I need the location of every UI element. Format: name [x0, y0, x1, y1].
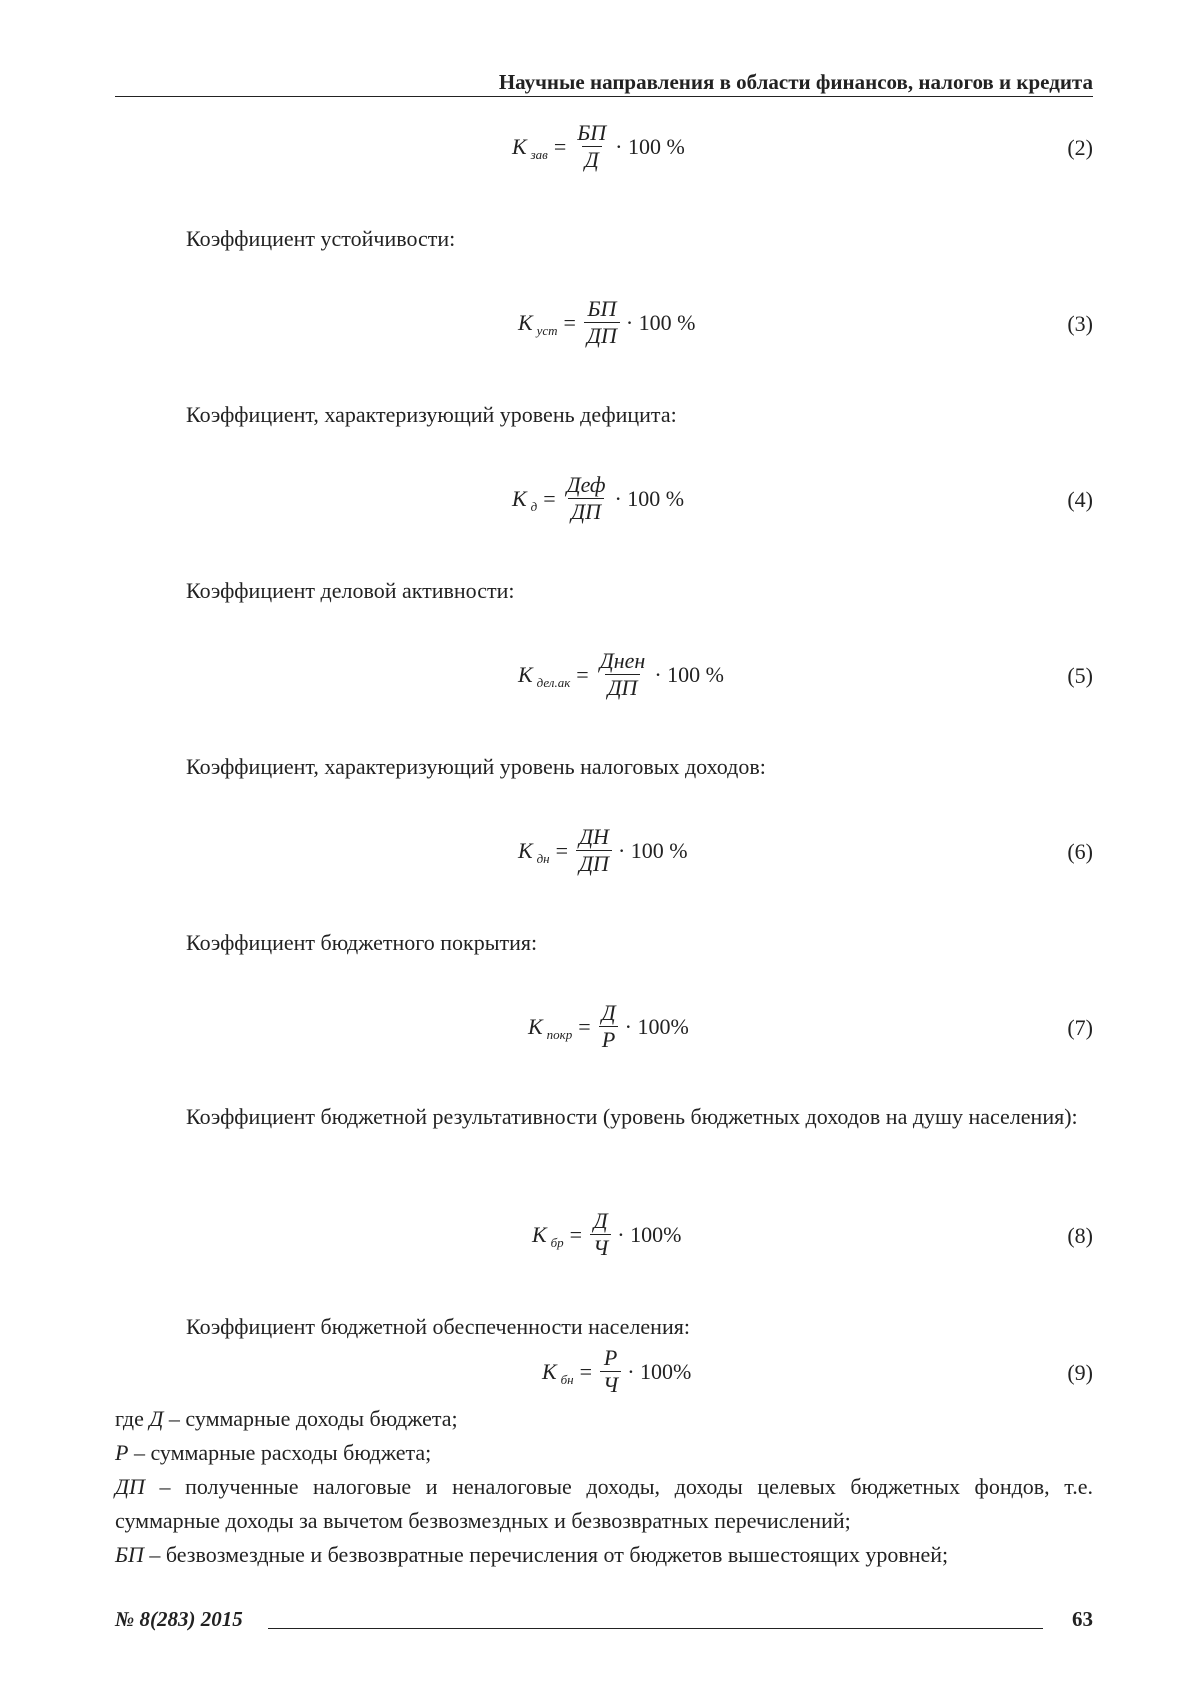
formula-equals: =: [554, 134, 566, 160]
formula-3: [518, 296, 696, 349]
formula-numerator: Р: [601, 1345, 620, 1371]
definition-item: [115, 1538, 1093, 1572]
formula-symbol: К: [518, 310, 533, 336]
definition-text: – суммарные доходы бюджета;: [163, 1406, 457, 1431]
formula-multiplier: · 100 %: [618, 838, 688, 864]
formula-numerator: Д: [591, 1208, 611, 1234]
formula-denominator: Д: [582, 146, 602, 173]
paragraph: Коэффициент, характеризующий уровень налоговых доходов:: [186, 754, 766, 780]
paragraph: Коэффициент бюджетной результативности (уровень бюджетных доходов на душу населения):: [115, 1100, 1093, 1134]
equation-number: (2): [1033, 135, 1093, 161]
formula-subscript: дн: [537, 851, 550, 867]
paragraph: Коэффициент устойчивости:: [186, 226, 455, 252]
formula-numerator: Днен: [597, 648, 649, 674]
formula-numerator: БП: [584, 296, 619, 322]
formula-numerator: Д: [599, 1000, 619, 1026]
formula-5: [518, 648, 724, 701]
formula-multiplier: · 100 %: [654, 662, 724, 688]
page-number: 63: [1072, 1607, 1093, 1632]
formula-equals: =: [556, 838, 568, 864]
formula-equals: =: [580, 1359, 592, 1385]
formula-7: [528, 1000, 689, 1053]
equation-number: (8): [1033, 1223, 1093, 1249]
definition-item: [115, 1402, 1093, 1436]
definition-term: Р: [115, 1440, 128, 1465]
formula-numerator: Деф: [564, 472, 609, 498]
header-rule: [115, 96, 1093, 97]
formula-equals: =: [576, 662, 588, 688]
formula-subscript: уст: [537, 323, 558, 339]
formula-equals: =: [543, 486, 555, 512]
paragraph: Коэффициент бюджетной обеспеченности населения:: [186, 1314, 690, 1340]
definition-text: – полученные налоговые и неналоговые доходы, доходы целевых бюджетных фондов, т.е. суммарные доходы за вычетом безвозмездных и безвозвратных перечислений;: [115, 1474, 1093, 1533]
formula-denominator: ДП: [605, 674, 641, 701]
formula-fraction: [564, 472, 609, 525]
definition-term: Д: [149, 1406, 163, 1431]
formula-fraction: [590, 1208, 611, 1261]
equation-number: (4): [1033, 487, 1093, 513]
formula-subscript: бн: [561, 1372, 574, 1388]
formula-fraction: [584, 296, 620, 349]
formula-denominator: ДП: [584, 322, 620, 349]
formula-fraction: [599, 1000, 619, 1053]
formula-multiplier: · 100%: [625, 1014, 689, 1040]
formula-denominator: ДП: [568, 498, 604, 525]
footer-rule: [268, 1628, 1043, 1629]
equation-number: (5): [1033, 663, 1093, 689]
paragraph: Коэффициент бюджетного покрытия:: [186, 930, 537, 956]
formula-4: [512, 472, 684, 525]
formula-fraction: [600, 1345, 621, 1398]
formula-8: [532, 1208, 681, 1261]
formula-6: [518, 824, 688, 877]
formula-numerator: БП: [574, 120, 609, 146]
paragraph: Коэффициент, характеризующий уровень дефицита:: [186, 402, 677, 428]
formula-symbol: К: [512, 486, 527, 512]
formula-denominator: ДП: [576, 850, 612, 877]
formula-equals: =: [564, 310, 576, 336]
formula-denominator: Ч: [590, 1234, 611, 1261]
definition-term: БП: [115, 1542, 144, 1567]
formula-symbol: К: [518, 662, 533, 688]
formula-multiplier: · 100 %: [615, 134, 685, 160]
formula-fraction: [574, 120, 609, 173]
formula-multiplier: · 100%: [627, 1359, 691, 1385]
definition-text: – суммарные расходы бюджета;: [128, 1440, 431, 1465]
equation-number: (6): [1033, 839, 1093, 865]
paragraph: Коэффициент деловой активности:: [186, 578, 515, 604]
definition-item: [115, 1436, 1093, 1470]
formula-denominator: Ч: [600, 1371, 621, 1398]
formula-symbol: К: [542, 1359, 557, 1385]
formula-equals: =: [570, 1222, 582, 1248]
formula-numerator: ДН: [576, 824, 612, 850]
equation-number: (3): [1033, 311, 1093, 337]
formula-subscript: д: [531, 499, 538, 515]
equation-number: (7): [1033, 1015, 1093, 1041]
formula-subscript: зав: [531, 147, 548, 163]
definition-prefix: где: [115, 1406, 149, 1431]
formula-denominator: Р: [599, 1026, 618, 1053]
definition-text: – безвозмездные и безвозвратные перечисления от бюджетов вышестоящих уровней;: [144, 1542, 948, 1567]
formula-9: [542, 1345, 691, 1398]
formula-multiplier: · 100%: [617, 1222, 681, 1248]
formula-subscript: дел.ак: [537, 675, 571, 691]
formula-symbol: К: [512, 134, 527, 160]
issue-number: № 8(283) 2015: [115, 1607, 243, 1632]
formula-subscript: покр: [547, 1027, 573, 1043]
formula-fraction: [597, 648, 649, 701]
definition-term: ДП: [115, 1474, 145, 1499]
formula-symbol: К: [528, 1014, 543, 1040]
running-header: Научные направления в области финансов, налогов и кредита: [499, 70, 1093, 95]
formula-symbol: К: [518, 838, 533, 864]
formula-symbol: К: [532, 1222, 547, 1248]
formula-multiplier: · 100 %: [614, 486, 684, 512]
formula-subscript: бр: [551, 1235, 564, 1251]
formula-equals: =: [578, 1014, 590, 1040]
formula-multiplier: · 100 %: [626, 310, 696, 336]
definition-item: [115, 1470, 1093, 1538]
formula-fraction: [576, 824, 612, 877]
equation-number: (9): [1033, 1360, 1093, 1386]
formula-2: [512, 120, 685, 173]
